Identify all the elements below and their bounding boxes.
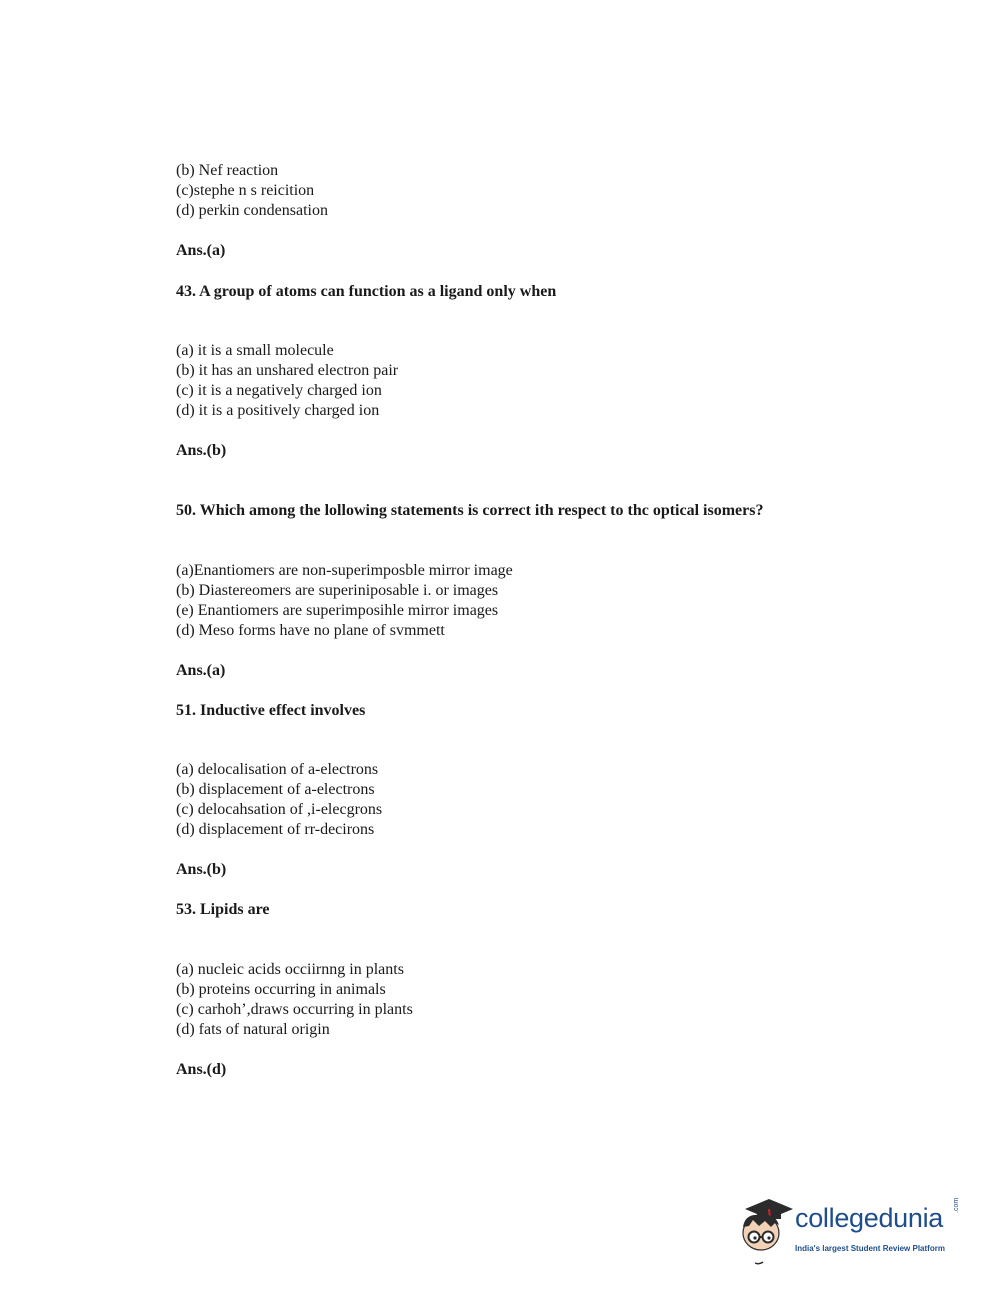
q53-option-c: (c) carhoh’,draws occurring in plants bbox=[176, 1001, 413, 1018]
q50-answer: Ans.(a) bbox=[176, 662, 226, 679]
q50-option-d: (d) Meso forms have no plane of svmmett bbox=[176, 622, 445, 639]
q53-option-b: (b) proteins occurring in animals bbox=[176, 981, 386, 998]
q51-option-d: (d) displacement of rr-decirons bbox=[176, 821, 375, 838]
q51-option-b: (b) displacement of a-electrons bbox=[176, 781, 375, 798]
q42-option-d: (d) perkin condensation bbox=[176, 202, 328, 219]
q50-question: 50. Which among the lollowing statements is correct ith respect to thc optical isomers? bbox=[176, 502, 764, 519]
logo-com: .com bbox=[953, 1197, 960, 1213]
q42-answer: Ans.(a) bbox=[176, 242, 226, 259]
collegedunia-logo bbox=[735, 1195, 965, 1267]
mascot-icon bbox=[735, 1195, 795, 1267]
q50-option-c: (e) Enantiomers are superimposihle mirror images bbox=[176, 602, 499, 619]
q51-answer: Ans.(b) bbox=[176, 861, 227, 878]
q53-option-d: (d) fats of natural origin bbox=[176, 1021, 330, 1038]
logo-tagline: India's largest Student Review Platform bbox=[795, 1244, 945, 1253]
q50-option-b: (b) Diastereomers are superiniposable i. or images bbox=[176, 582, 499, 599]
q42-option-b: (b) Nef reaction bbox=[176, 162, 279, 179]
q43-option-c: (c) it is a negatively charged ion bbox=[176, 382, 382, 399]
q53-answer: Ans.(d) bbox=[176, 1061, 227, 1078]
q43-answer: Ans.(b) bbox=[176, 442, 227, 459]
q51-option-a: (a) delocalisation of a-electrons bbox=[176, 761, 379, 778]
q43-question: 43. A group of atoms can function as a ligand only when bbox=[176, 283, 557, 300]
q42-option-c: (c)stephe n s reicition bbox=[176, 182, 315, 199]
q53-option-a: (a) nucleic acids occiirnng in plants bbox=[176, 961, 404, 978]
q51-option-c: (c) delocahsation of ,i-elecgrons bbox=[176, 801, 383, 818]
logo-wordmark: collegedunia bbox=[795, 1203, 944, 1233]
q53-question: 53. Lipids are bbox=[176, 901, 270, 918]
q51-question: 51. Inductive effect involves bbox=[176, 702, 366, 719]
q43-option-d: (d) it is a positively charged ion bbox=[176, 402, 380, 419]
q43-option-a: (a) it is a small molecule bbox=[176, 342, 334, 359]
q50-option-a: (a)Enantiomers are non-superimposble mirror image bbox=[176, 562, 513, 579]
q43-option-b: (b) it has an unshared electron pair bbox=[176, 362, 399, 379]
